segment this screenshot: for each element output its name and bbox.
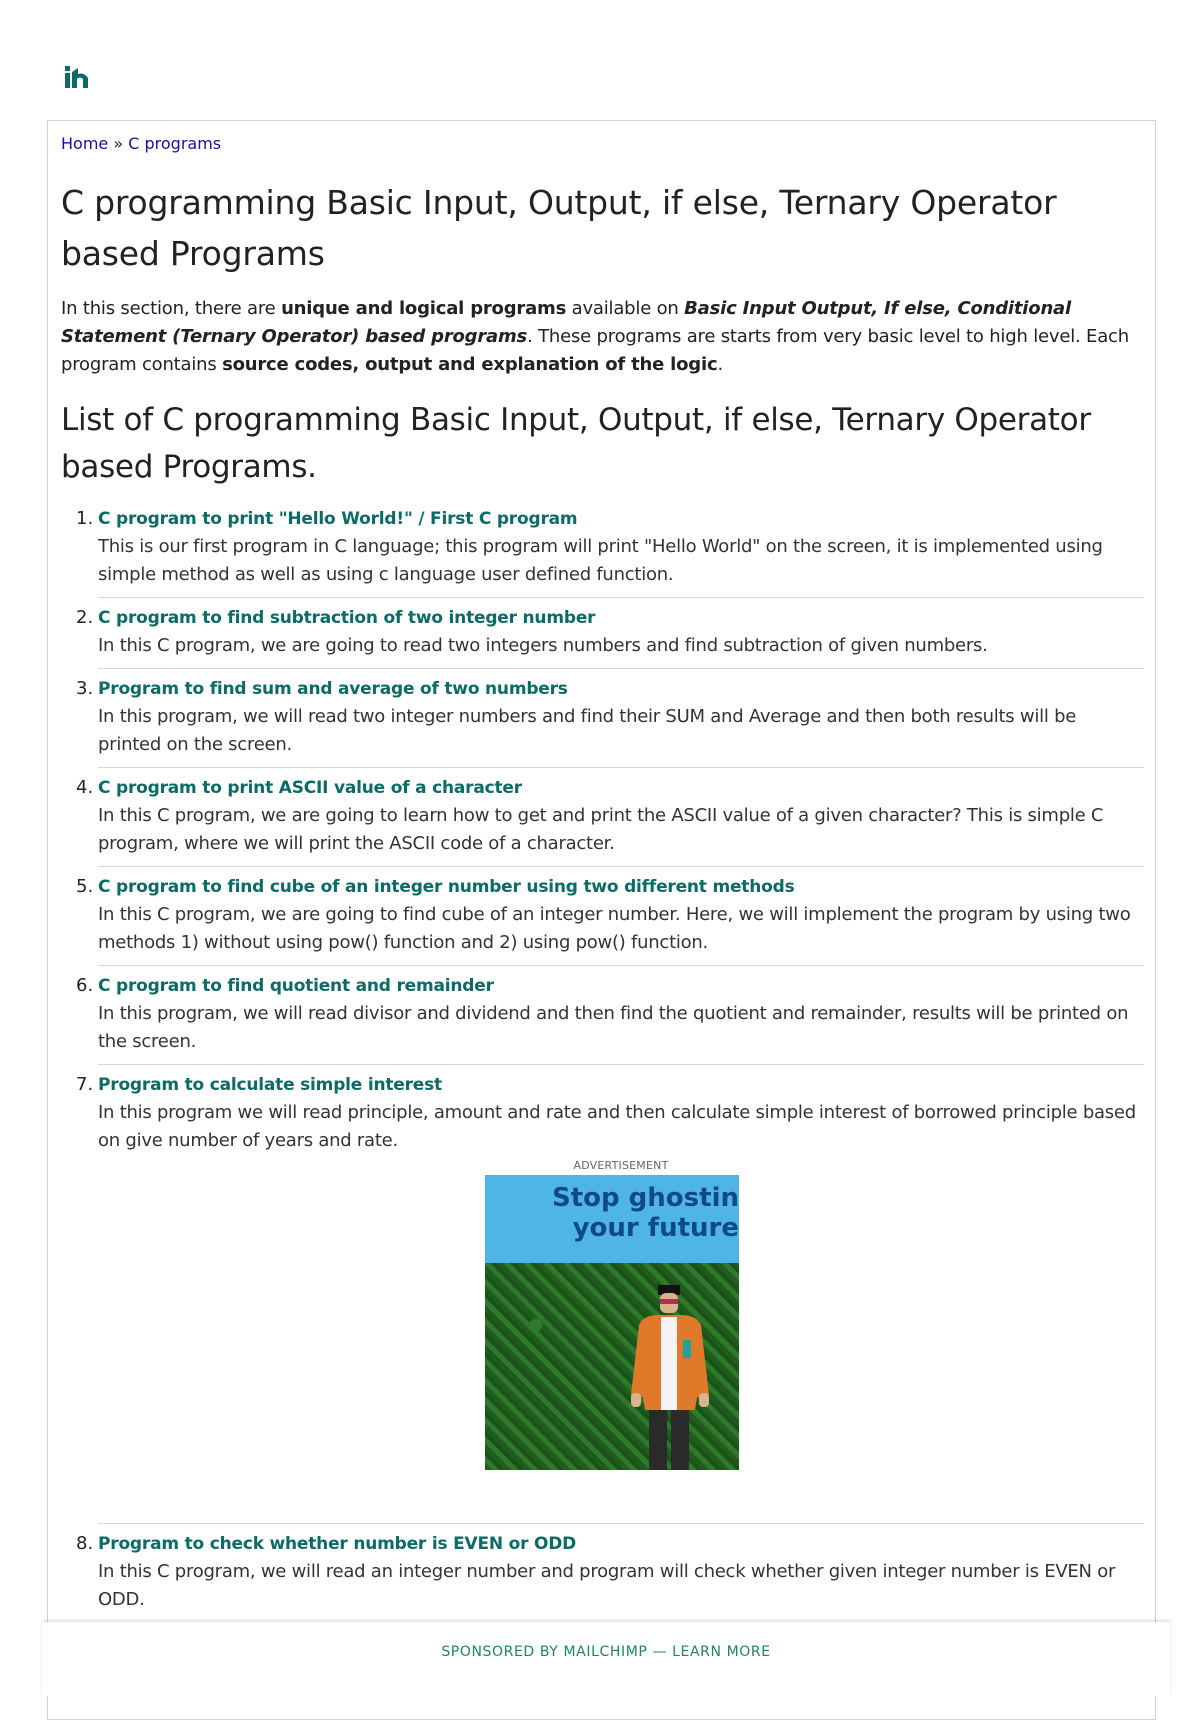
sponsored-footer-bar[interactable] xyxy=(42,1622,1170,1696)
program-description: In this C program, we are going to find cube of an integer number. Here, we will implement the program by using two methods 1) without using pow() function and 2) using pow() function. xyxy=(98,904,1131,953)
intro-text-4: . xyxy=(717,354,723,375)
program-description: This is our first program in C language; this program will print "Hello World" on the screen, it is implemented using simple method as well as using c language user defined function. xyxy=(98,536,1103,585)
list-item-number: 2. xyxy=(76,607,94,628)
breadcrumb-home-link[interactable]: Home xyxy=(61,134,109,153)
program-description: In this C program, we will read an integer number and program will check whether given integer number is EVEN or ODD. xyxy=(98,1561,1116,1610)
program-link[interactable]: Program to calculate simple interest xyxy=(98,1075,442,1095)
program-description: In this program we will read principle, amount and rate and then calculate simple interest of borrowed principle based on give number of years and rate. xyxy=(98,1102,1136,1151)
intro-paragraph xyxy=(61,295,1144,379)
program-link[interactable]: C program to find subtraction of two integer number xyxy=(98,608,596,628)
ad-headline xyxy=(552,1183,739,1243)
list-item-number: 3. xyxy=(76,678,94,699)
program-link[interactable]: C program to find cube of an integer number using two different methods xyxy=(98,877,795,897)
page-title: C programming Basic Input, Output, if else, Ternary Operator based Programs xyxy=(61,183,1057,273)
intro-text-3: . These programs are starts from very basic level to high level. Each program contains xyxy=(61,326,1129,375)
list-heading: List of C programming Basic Input, Output, if else, Ternary Operator based Programs. xyxy=(61,402,1091,485)
program-description: In this C program, we are going to read two integers numbers and find subtraction of given numbers. xyxy=(98,635,988,656)
list-item-number: 1. xyxy=(76,508,94,529)
list-item-number: 6. xyxy=(76,975,94,996)
list-item xyxy=(61,867,1144,966)
list-item xyxy=(61,966,1144,1065)
sponsored-footer-text[interactable]: SPONSORED BY MAILCHIMP — LEARN MORE xyxy=(441,1644,771,1660)
list-item-number: 7. xyxy=(76,1074,94,1095)
program-description: In this program, we will read two integer numbers and find their SUM and Average and then both results will be printed on the screen. xyxy=(98,706,1077,755)
list-item xyxy=(61,499,1144,598)
breadcrumb-current-link[interactable]: C programs xyxy=(128,134,222,153)
program-link[interactable]: Program to find sum and average of two numbers xyxy=(98,679,568,699)
program-list xyxy=(61,499,1144,1665)
advertisement-label: ADVERTISEMENT xyxy=(573,1159,669,1172)
list-item xyxy=(61,768,1144,867)
intro-bold-1: unique and logical programs xyxy=(281,298,567,319)
intro-text-1: In this section, there are xyxy=(61,298,282,319)
list-item-number: 8. xyxy=(76,1533,94,1554)
ad-headline-line-1: Stop ghostin xyxy=(552,1183,739,1213)
list-item xyxy=(61,1524,1144,1623)
intro-bold-2: source codes, output and explanation of the logic xyxy=(222,354,718,375)
intro-bold-italic: Basic Input Output, If else, Conditional Statement (Ternary Operator) based programs xyxy=(61,298,1071,347)
program-description: In this program, we will read divisor and dividend and then find the quotient and remainder, results will be printed on the screen. xyxy=(98,1003,1129,1052)
list-item-number: 4. xyxy=(76,777,94,798)
program-link[interactable]: Program to check whether number is EVEN or ODD xyxy=(98,1534,577,1554)
breadcrumb xyxy=(61,133,1144,155)
site-logo-icon[interactable] xyxy=(62,62,94,94)
program-link[interactable]: C program to print "Hello World!" / First C program xyxy=(98,509,578,529)
program-link[interactable]: C program to print ASCII value of a character xyxy=(98,778,522,798)
ad-headline-line-2: your future xyxy=(572,1213,739,1243)
program-link[interactable]: C program to find quotient and remainder xyxy=(98,976,494,996)
list-item xyxy=(61,1065,1144,1524)
content-container xyxy=(47,120,1156,1720)
list-item-number: 5. xyxy=(76,876,94,897)
list-item xyxy=(61,669,1144,768)
intro-text-2: available on xyxy=(566,298,685,319)
ad-person-figure-icon xyxy=(625,1285,715,1470)
breadcrumb-separator: » xyxy=(113,134,124,153)
advertisement-block xyxy=(98,1155,1144,1515)
program-description: In this C program, we are going to learn how to get and print the ASCII value of a given character? This is simple C program, where we will print the ASCII code of a character. xyxy=(98,805,1104,854)
advertisement-image[interactable] xyxy=(485,1175,739,1470)
list-item xyxy=(61,598,1144,669)
